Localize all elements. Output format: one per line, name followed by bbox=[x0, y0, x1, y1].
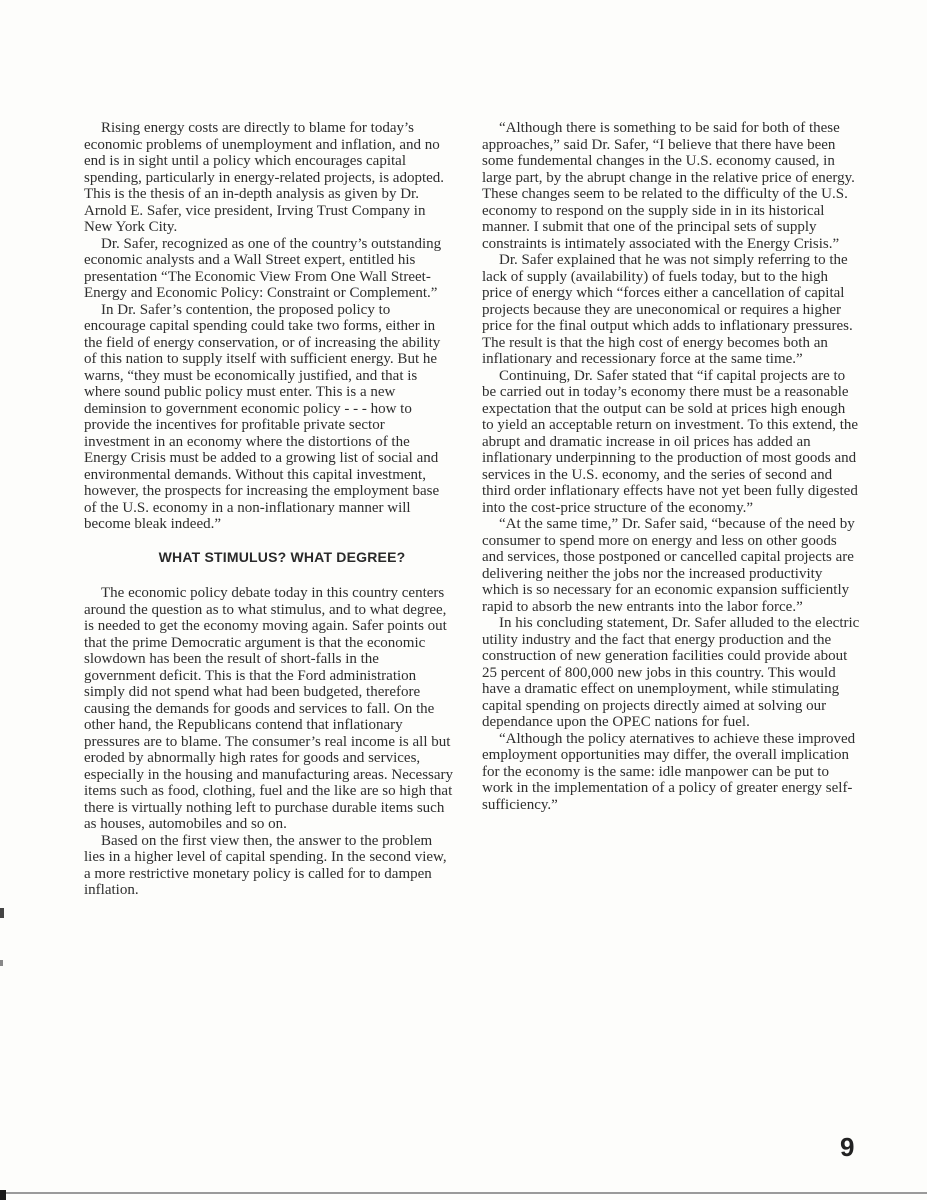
right-column bbox=[482, 120, 860, 813]
left-column bbox=[84, 120, 454, 899]
page-number: 9 bbox=[840, 1132, 855, 1162]
section-heading: WHAT STIMULUS? WHAT DEGREE? bbox=[158, 548, 406, 565]
paragraph: Continuing, Dr. Safer stated that “if capital projects are to be carried out in today’s economy there must be a reasonable expectation that the output can be sold at prices high enough to yield an acceptable return on investment. To this extend, the abrupt and dramatic increase in oil prices has added an inflationary underpinning to the production of most goods and services in the U.S. economy, and the series of second and third order inflationary effects have not yet been fully digested into the cost-price structure of the economy.” bbox=[482, 367, 859, 516]
paragraph: “Although the policy aternatives to achieve these improved employment opportunities may differ, the overall implication for the economy is the same: idle manpower can be put to work in the implementation of a policy of greater energy self-sufficiency.” bbox=[482, 730, 856, 813]
paragraph: In his concluding statement, Dr. Safer alluded to the electric utility industry and the fact that energy production and the construction of new generation facilities could provide about 25 percent of 800,000 new jobs in this country. This would have a dramatic effect on unemployment, while stimulating capital spending on projects directly aimed at solving our dependance upon the OPEC nations for fuel. bbox=[482, 615, 860, 730]
paragraph: “At the same time,” Dr. Safer said, “because of the need by consumer to spend more on energy and less on other goods and services, those postponed or cancelled capital projects are delivering neither the jobs nor the increased productivity which is so necessary for an economic expansion sufficiently rapid to absorb the new entrants into the labor force.” bbox=[482, 516, 855, 615]
scan-edge-mark bbox=[0, 908, 4, 918]
scan-corner-mark bbox=[0, 1190, 6, 1200]
paragraph: Dr. Safer, recognized as one of the country’s outstanding economic analysts and a Wall Street expert, entitled his presentation “The Economic View From One Wall Street-Energy and Economic Policy: Constraint or Complement.” bbox=[84, 235, 442, 301]
scan-bottom-edge bbox=[0, 1192, 927, 1194]
paragraph: Based on the first view then, the answer to the problem lies in a higher level of capital spending. In the second view, a more restrictive monetary policy is called for to dampen inflation. bbox=[84, 832, 447, 898]
paragraph: Rising energy costs are directly to blame for today’s economic problems of unemployment and inflation, and no end is in sight until a policy which encourages capital spending, particularly in energy-related projects, is adopted. This is the thesis of an in-depth analysis as given by Dr. Arnold E. Safer, vice president, Irving Trust Company in New York City. bbox=[84, 120, 445, 235]
paragraph: In Dr. Safer’s contention, the proposed policy to encourage capital spending could take two forms, either in the field of energy conservation, or of increasing the ability of this nation to supply itself with sufficient energy. But he warns, “they must be economically justified, and that is where sound public policy must enter. This is a new deminsion to government economic policy - - - how to provide the incentives for profitable private sector investment in an economy where the distortions of the Energy Crisis must be added to a growing list of social and environmental demands. Without this capital investment, however, the prospects for increasing the employment base of the U.S. economy in a non-inflationary manner will become bleak indeed.” bbox=[84, 301, 441, 532]
paragraph: Dr. Safer explained that he was not simply referring to the lack of supply (availability) of fuels today, but to the high price of energy which “forces either a cancellation of capital projects because they are uneconomical or requires a higher price for the final output which adds to inflationary pressures. The result is that the high cost of energy becomes both an inflationary and recessionary force at the same time.” bbox=[482, 252, 853, 367]
scan-edge-mark bbox=[0, 960, 3, 966]
paragraph: The economic policy debate today in this country centers around the question as to what stimulus, and to what degree, is needed to get the economy moving again. Safer points out that the prime Democratic argument is that the economic slowdown has been the result of short-falls in the government deficit. This is that the Ford administration simply did not spend what had been budgeted, therefore causing the demands for goods and services to fall. On the other hand, the Republicans contend that inflationary pressures are to blame. The consumer’s real income is all but eroded by abnormally high rates for goods and services, especially in the housing and manufacturing areas. Necessary items such as food, clothing, fuel and the like are so high that there is virtually nothing left to purchase durable items such as houses, automobiles and so on. bbox=[84, 585, 454, 832]
paragraph: “Although there is something to be said for both of these approaches,” said Dr. Safer, “I believe that there have been some fundemental changes in the U.S. economy caused, in large part, by the abrupt change in the relative price of energy. These changes seem to be related to the difficulty of the U.S. economy to respond on the supply side in in its historical manner. I submit that one of the principal sets of supply constraints is intimately associated with the Energy Crisis.” bbox=[482, 120, 855, 252]
